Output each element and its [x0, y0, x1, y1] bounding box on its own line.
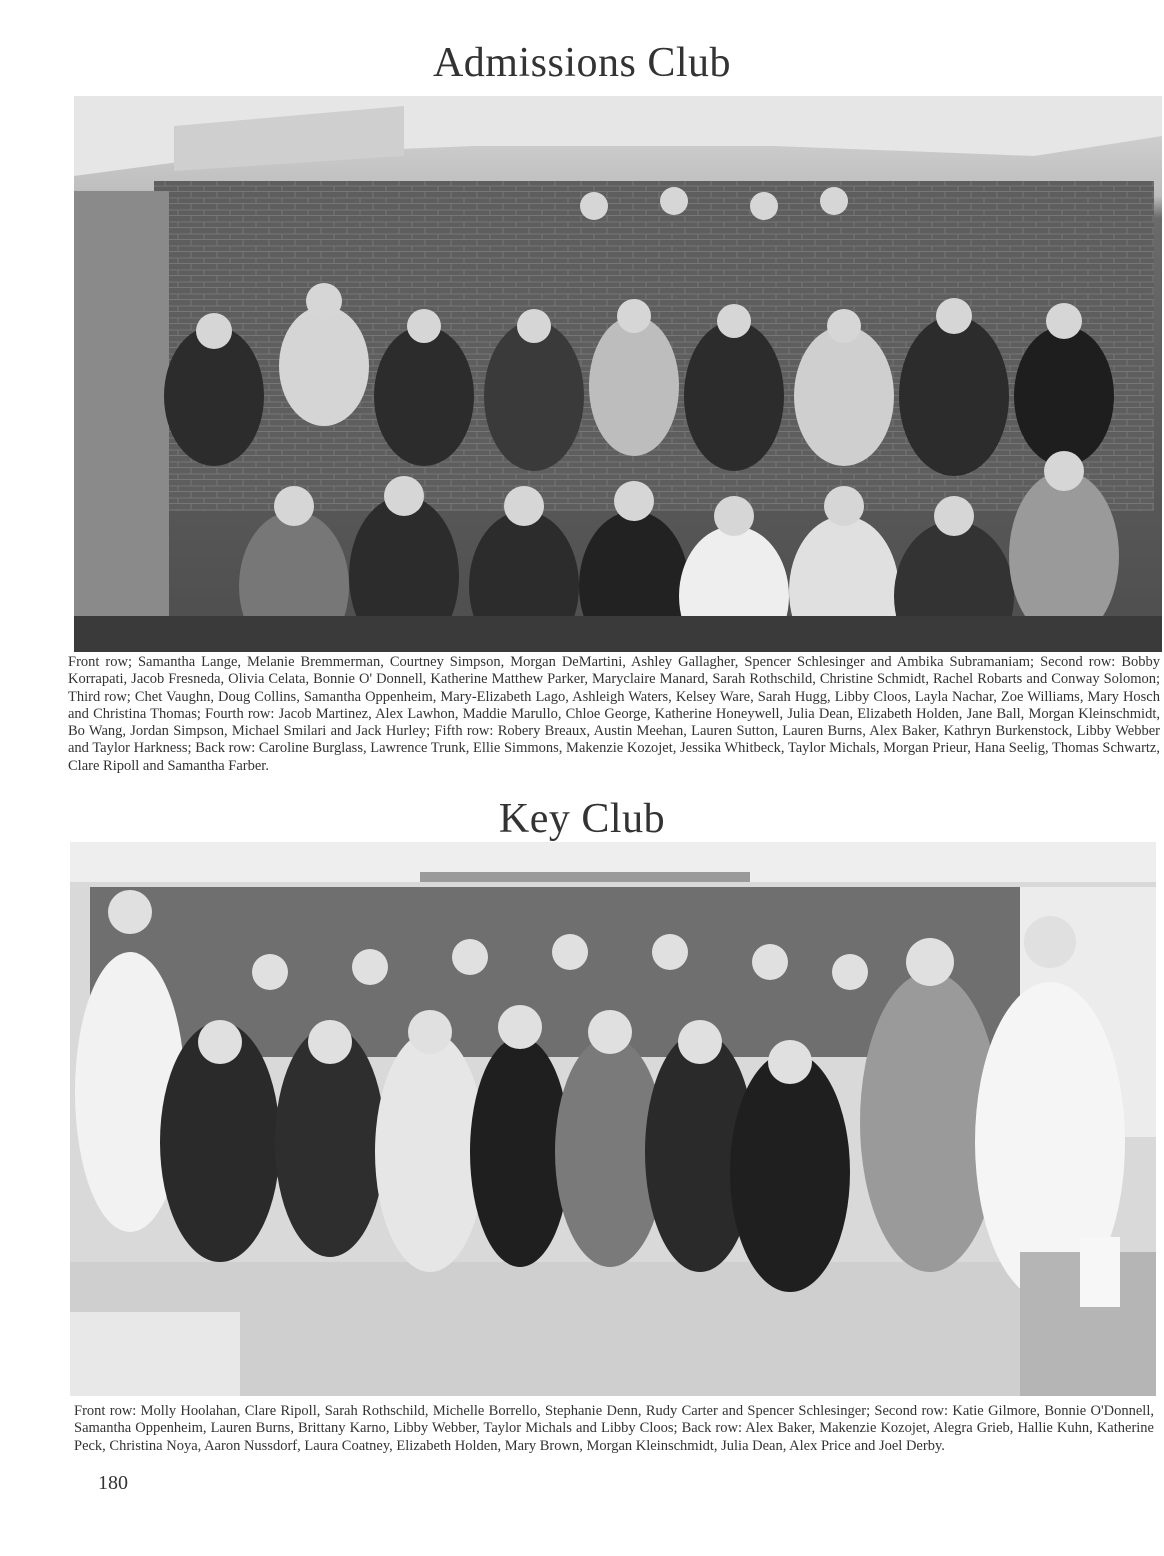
admissions-club-group-photo: [74, 96, 1162, 652]
group-photo-illustration: [70, 842, 1156, 1396]
key-club-group-photo: [70, 842, 1156, 1396]
key-club-caption: Front row: Molly Hoolahan, Clare Ripoll, Sarah Rothschild, Michelle Borrello, Stephanie Denn, Rudy Carter and Spencer Schlesinger; Second row: Katie Gilmore, Bonnie O'Donnell, Samantha Oppenheim, Lauren Burns, Brittany Karno, Libby Webber, Taylor Michals and Libby Cloos; Back row: Alex Baker, Makenzie Kozojet, Alegra Grieb, Hallie Kuhn, Katherine Peck, Christina Noya, Aaron Nussdorf, Laura Coatney, Elizabeth Holden, Mary Brown, Morgan Kleinschmidt, Julia Dean, Alex Price and Joel Derby.: [74, 1403, 1154, 1454]
group-photo-illustration: [74, 96, 1162, 652]
admissions-club-title: Admissions Club: [432, 40, 732, 86]
admissions-club-caption: Front row; Samantha Lange, Melanie Bremmerman, Courtney Simpson, Morgan DeMartini, Ashley Gallagher, Spencer Schlesinger and Ambika Subramaniam; Second row: Bobby Korrapati, Jacob Fresneda, Olivia Celata, Bonnie O' Donnell, Katherine Matthew Parker, Maryclaire Manard, Sarah Rothschild, Christine Schmidt, Rachel Robarts and Conway Solomon; Third row; Chet Vaughn, Doug Collins, Samantha Oppenheim, Mary-Elizabeth Lago, Ashleigh Waters, Kelsey Ware, Sarah Hugg, Libby Cloos, Layla Nachar, Zoe Williams, Mary Hosch and Christina Thomas; Fourth row: Jacob Martinez, Alex Lawhon, Maddie Marullo, Chloe George, Katherine Honeywell, Julia Dean, Elizabeth Holden, Jane Ball, Morgan Kleinschmidt, Bo Wang, Jordan Simpson, Michael Smilari and Jack Hurley; Fifth row: Robery Breaux, Austin Meehan, Lauren Sutton, Lauren Burns, Alex Baker, Kathryn Burkenstock, Libby Webber and Taylor Harkness; Back row: Caroline Burglass, Lawrence Trunk, Ellie Simmons, Makenzie Kozojet, Jessika Whitbeck, Taylor Michals, Morgan Prieur, Hana Seelig, Thomas Schwartz, Clare Ripoll and Samantha Farber.: [68, 654, 1160, 774]
key-club-title: Key Club: [498, 796, 666, 842]
page-number: 180: [98, 1472, 128, 1494]
